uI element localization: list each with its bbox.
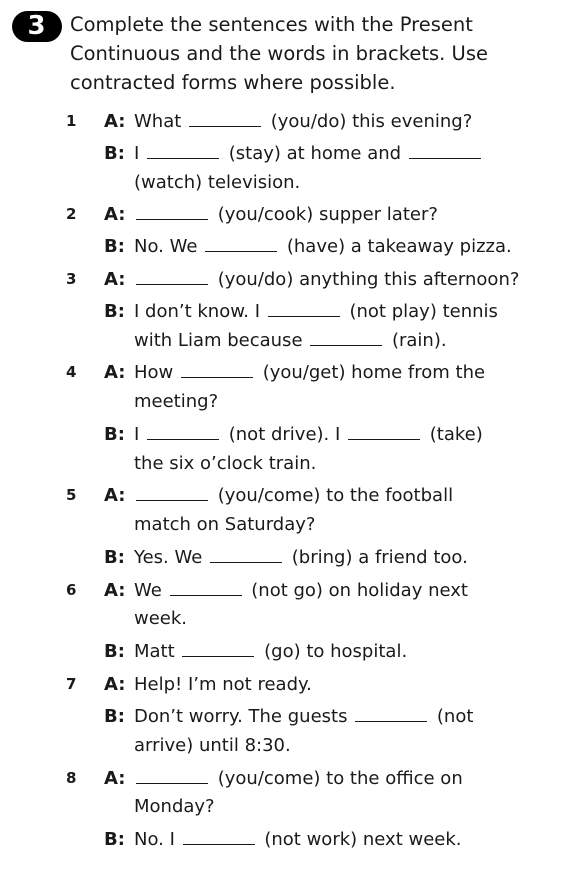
sentence-text: No. I <box>134 829 181 850</box>
sentence-text: Matt <box>134 641 181 662</box>
sentence-line <box>134 637 570 666</box>
speaker-label: B: <box>104 641 125 662</box>
speaker-label: A: <box>104 485 126 506</box>
sentence-text: (rain). <box>386 330 447 351</box>
sentence-text: arrive) until 8:30. <box>134 735 291 756</box>
sentence-text: (not play) tennis <box>343 301 498 322</box>
sentence-text: (you/cook) supper later? <box>212 204 438 225</box>
answer-blank[interactable] <box>210 561 282 563</box>
sentence-line <box>134 825 570 854</box>
answer-blank[interactable] <box>136 782 208 784</box>
answer-blank[interactable] <box>205 250 277 252</box>
sentence-text: I don’t know. I <box>134 301 266 322</box>
item-number: 5 <box>66 486 77 504</box>
speaker-label: B: <box>104 547 125 568</box>
answer-blank[interactable] <box>189 125 261 127</box>
item-number: 7 <box>66 675 77 693</box>
sentence-line <box>134 139 570 168</box>
sentence-text: No. We <box>134 236 204 257</box>
sentence-line <box>134 670 570 699</box>
sentence-line <box>134 604 570 633</box>
answer-blank[interactable] <box>348 438 420 440</box>
exercise-instructions <box>70 10 570 97</box>
speaker-label: B: <box>104 829 125 850</box>
answer-blank[interactable] <box>147 438 219 440</box>
sentence-text: (not <box>431 706 474 727</box>
item-number: 2 <box>66 205 77 223</box>
sentence-line <box>134 764 570 793</box>
exercise-number-badge: 3 <box>12 11 62 42</box>
speaker-label: A: <box>104 204 126 225</box>
sentence-line <box>134 731 570 760</box>
sentence-line <box>134 481 570 510</box>
sentence-line <box>134 232 570 261</box>
sentence-text: match on Saturday? <box>134 514 316 535</box>
speaker-label: B: <box>104 424 125 445</box>
answer-blank[interactable] <box>136 283 208 285</box>
sentence-line <box>134 543 570 572</box>
sentence-line <box>134 420 570 449</box>
sentence-text: Help! I’m not ready. <box>134 674 312 695</box>
sentence-text: Monday? <box>134 796 215 817</box>
sentence-line <box>134 387 570 416</box>
sentence-line <box>134 358 570 387</box>
sentence-text: (you/get) home from the <box>257 362 486 383</box>
sentence-text: (watch) television. <box>134 172 301 193</box>
sentence-text: with Liam because <box>134 330 309 351</box>
sentence-text: I <box>134 424 146 445</box>
sentence-line <box>134 702 570 731</box>
sentence-text: (stay) at home and <box>223 143 407 164</box>
sentence-line <box>134 576 570 605</box>
speaker-label: B: <box>104 706 125 727</box>
item-number: 4 <box>66 363 77 381</box>
sentence-text: (you/do) anything this afternoon? <box>212 269 520 290</box>
sentence-text: (not work) next week. <box>258 829 462 850</box>
item-number: 3 <box>66 270 77 288</box>
sentence-text: (have) a takeaway pizza. <box>281 236 512 257</box>
instruction-line-3: contracted forms where possible. <box>70 71 396 94</box>
item-number: 1 <box>66 112 77 130</box>
sentence-line <box>134 200 570 229</box>
sentence-text: Don’t worry. The guests <box>134 706 354 727</box>
answer-blank[interactable] <box>268 315 340 317</box>
sentence-text: week. <box>134 608 188 629</box>
sentence-line <box>134 792 570 821</box>
speaker-label: B: <box>104 236 125 257</box>
answer-blank[interactable] <box>147 157 219 159</box>
sentence-text: (go) to hospital. <box>258 641 408 662</box>
speaker-label: A: <box>104 674 126 695</box>
speaker-label: A: <box>104 111 126 132</box>
speaker-label: A: <box>104 362 126 383</box>
item-number: 8 <box>66 769 77 787</box>
sentence-text: the six o’clock train. <box>134 453 317 474</box>
sentence-text: meeting? <box>134 391 219 412</box>
answer-blank[interactable] <box>136 499 208 501</box>
sentence-text: What <box>134 111 188 132</box>
instruction-line-1: Complete the sentences with the Present <box>70 13 473 36</box>
sentence-text: (you/come) to the office on <box>212 768 463 789</box>
speaker-label: B: <box>104 143 125 164</box>
sentence-line <box>134 168 570 197</box>
sentence-line <box>134 107 570 136</box>
answer-blank[interactable] <box>355 720 427 722</box>
sentence-text: Yes. We <box>134 547 209 568</box>
answer-blank[interactable] <box>181 376 253 378</box>
sentence-text: (you/come) to the football <box>212 485 454 506</box>
answer-blank[interactable] <box>409 157 481 159</box>
sentence-line <box>134 449 570 478</box>
sentence-text: We <box>134 580 168 601</box>
answer-blank[interactable] <box>310 344 382 346</box>
answer-blank[interactable] <box>170 594 242 596</box>
speaker-label: B: <box>104 301 125 322</box>
sentence-text: I <box>134 143 146 164</box>
sentence-text: (bring) a friend too. <box>286 547 468 568</box>
answer-blank[interactable] <box>183 843 255 845</box>
sentence-text: How <box>134 362 179 383</box>
sentence-line <box>134 510 570 539</box>
speaker-label: A: <box>104 269 126 290</box>
item-number: 6 <box>66 581 77 599</box>
sentence-text: (you/do) this evening? <box>265 111 473 132</box>
sentence-text: (not drive). I <box>223 424 347 445</box>
sentence-line <box>134 265 570 294</box>
speaker-label: A: <box>104 580 126 601</box>
instruction-line-2: Continuous and the words in brackets. Use <box>70 42 488 65</box>
sentence-text: (not go) on holiday next <box>245 580 468 601</box>
answer-blank[interactable] <box>182 655 254 657</box>
speaker-label: A: <box>104 768 126 789</box>
sentence-text: (take) <box>424 424 483 445</box>
sentence-line <box>134 297 570 326</box>
sentence-line <box>134 326 570 355</box>
answer-blank[interactable] <box>136 218 208 220</box>
